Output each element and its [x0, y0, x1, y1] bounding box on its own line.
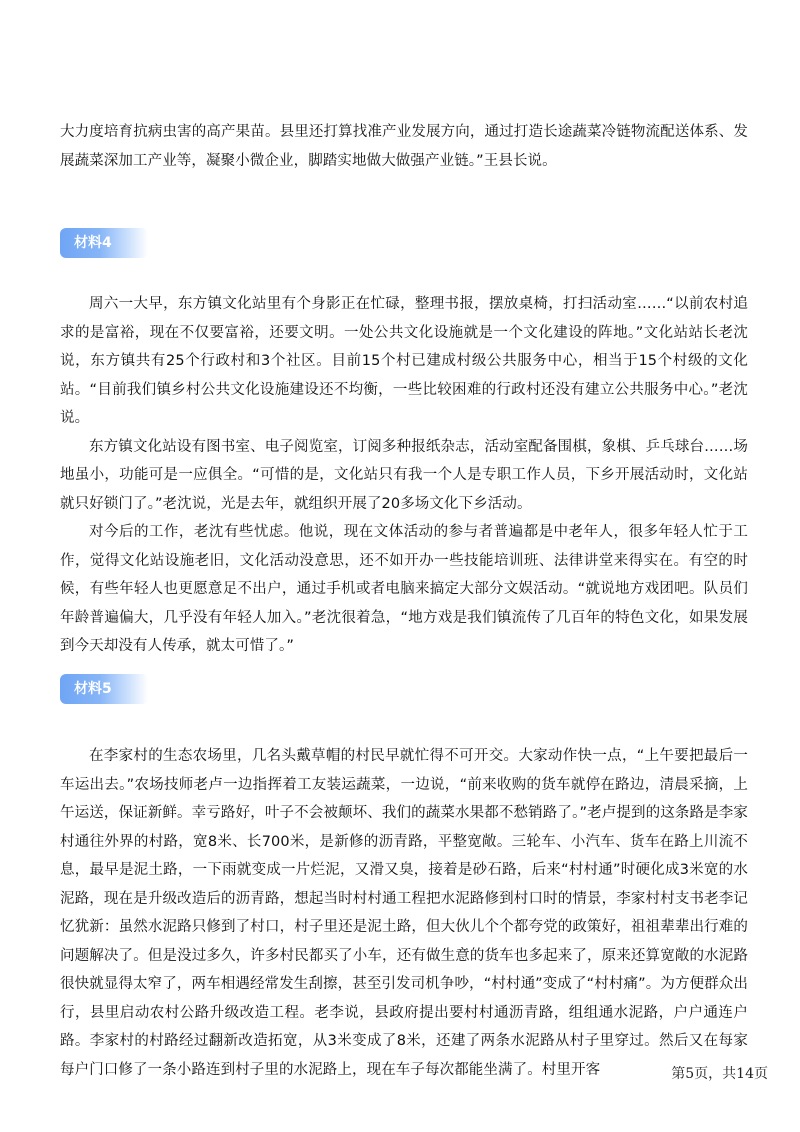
material-4-section — [60, 235, 748, 661]
material-5-paragraph-1: 在李家村的生态农场里，几名头戴草帽的村民早就忙得不可开交。大家动作快一点，“上午要把最后一车运出去。”农场技师老卢一边指挥着工友装运蔬菜，一边说，“前来收购的货车就停在路边，清晨采摘，上午运送，保证新鲜。幸亏路好，叶子不会被颠坏、我们的蔬菜水果都不愁销路了。”老卢提到的这条路是李家村通往外界的村路，宽8米、长700米，是新修的沥青路，平整宽敞。三轮车、小汽车、货车在路上川流不息，最早是泥土路，一下雨就变成一片烂泥，又滑又臭，接着是砂石路，后来“村村通”时硬化成3米宽的水泥路，现在是升级改造后的沥青路，想起当时村村通工程把水泥路修到村口时的情景，李家村村支书老李记忆犹新：虽然水泥路只修到了村口，村子里还是泥土路，但大伙儿个个都夸党的政策好，祖祖辈辈出行难的问题解决了。但是没过多久，许多村民都买了小车，还有做生意的货车也多起来了，原来还算宽敞的水泥路很快就显得太窄了，两车相遇经常发生刮擦，甚至引发司机争吵，“村村通”变成了“村村痛”。为方便群众出行，县里启动农村公路升级改造工程。老李说，县政府提出要村村通沥青路，组组通水泥路，户户通连户路。李家村的村路经过翻新改造拓宽，从3米变成了8米，还建了两条水泥路从村子里穿过。然后又在每家每户门口修了一条小路连到村子里的水泥路上，现在车子每次都能坐满了。村里开客 — [60, 748, 748, 1078]
material-4-paragraph-2: 东方镇文化站设有图书室、电子阅览室，订阅多种报纸杂志，活动室配备围棋，象棋、乒乓球台……场地虽小，功能可是一应俱全。“可惜的是，文化站只有我一个人是专职工作人员，下乡开展活动时，文化站就只好锁门了。”老沈说，光是去年，就组织开展了20多场文化下乡活动。 — [60, 438, 748, 512]
intro-section — [60, 118, 748, 175]
page-number-footer: 第5页，共14页 — [671, 1066, 768, 1082]
material-4-label: 材料4 — [60, 228, 148, 258]
material-4-paragraph-1: 周六一大早，东方镇文化站里有个身影正在忙碌，整理书报，摆放桌椅，打扫活动室……“以前农村追求的是富裕，现在不仅要富裕，还要文明。一处公共文化设施就是一个文化建设的阵地。”文化站站长老沈说，东方镇共有25个行政村和3个社区。目前15个村已建成村级公共服务中心，相当于15个村级的文化站。“目前我们镇乡村公共文化设施建设还不均衡，一些比较困难的行政村还没有建立公共服务中心。”老沈说。 — [60, 296, 748, 426]
intro-paragraph: 大力度培育抗病虫害的高产果苗。县里还打算找准产业发展方向，通过打造长途蔬菜冷链物流配送体系、发展蔬菜深加工产业等，凝聚小微企业，脚踏实地做大做强产业链。”王县长说。 — [60, 124, 748, 169]
material-5-section — [60, 681, 748, 1084]
material-5-label: 材料5 — [60, 674, 148, 704]
material-4-paragraph-3: 对今后的工作，老沈有些忧虑。他说，现在文体活动的参与者普遍都是中老年人，很多年轻人忙于工作，觉得文化站设施老旧，文化活动没意思，还不如开办一些技能培训班、法律讲堂来得实在。有空的时候，有些年轻人也更愿意足不出户，通过手机或者电脑来搞定大部分文娱活动。“就说地方戏团吧。队员们年龄普遍偏大，几乎没有年轻人加入。”老沈很着急，“地方戏是我们镇流传了几百年的特色文化，如果发展到今天却没有人传承，就太可惜了。” — [60, 524, 748, 654]
